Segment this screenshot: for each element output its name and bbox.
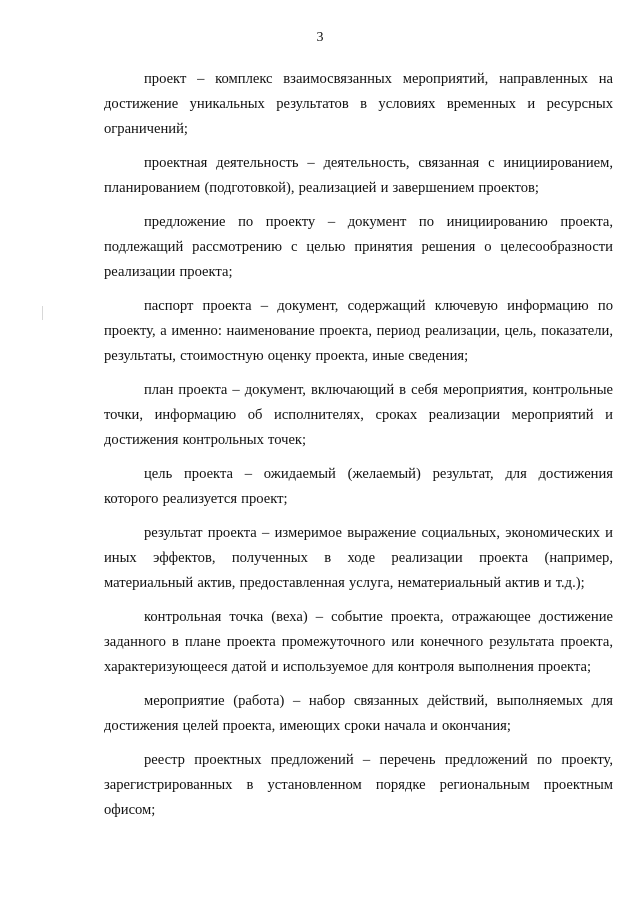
definition-project-result: результат проекта – измеримое выражение социальных, экономических и иных эффектов, полученных в ходе реализации проекта (например, материальный актив, предоставленная услуга, нематериальный актив и т.д.); (104, 525, 613, 591)
definitions-list (104, 67, 613, 832)
definition-project-activity: проектная деятельность – деятельность, связанная с инициированием, планированием (подготовкой), реализацией и завершением проектов; (104, 155, 613, 196)
definition-project-passport: паспорт проекта – документ, содержащий ключевую информацию по проекту, а именно: наименование проекта, период реализации, цель, показатели, результаты, стоимостную оценку проекта, иные сведения; (104, 298, 613, 364)
page-number: 3 (316, 30, 324, 45)
definition-milestone: контрольная точка (веха) – событие проекта, отражающее достижение заданного в плане проекта промежуточного или конечного результата проекта, характеризующееся датой и используемое для контроля выполнения проекта; (104, 609, 613, 675)
definition-proposals-register: реестр проектных предложений – перечень предложений по проекту, зарегистрированных в установленном порядке региональным проектным офисом; (104, 752, 613, 818)
definition-activity-work: мероприятие (работа) – набор связанных действий, выполняемых для достижения целей проекта, имеющих сроки начала и окончания; (104, 693, 613, 734)
definition-project-plan: план проекта – документ, включающий в себя мероприятия, контрольные точки, информацию об исполнителях, сроках реализации мероприятий и достижения контрольных точек; (104, 382, 613, 448)
definition-project-proposal: предложение по проекту – документ по инициированию проекта, подлежащий рассмотрению с целью принятия решения о целесообразности реализации проекта; (104, 214, 613, 280)
definition-project: проект – комплекс взаимосвязанных мероприятий, направленных на достижение уникальных результатов в условиях временных и ресурсных ограничений; (104, 71, 613, 137)
definition-project-goal: цель проекта – ожидаемый (желаемый) результат, для достижения которого реализуется проект; (104, 466, 613, 507)
scan-artifact (42, 306, 43, 320)
